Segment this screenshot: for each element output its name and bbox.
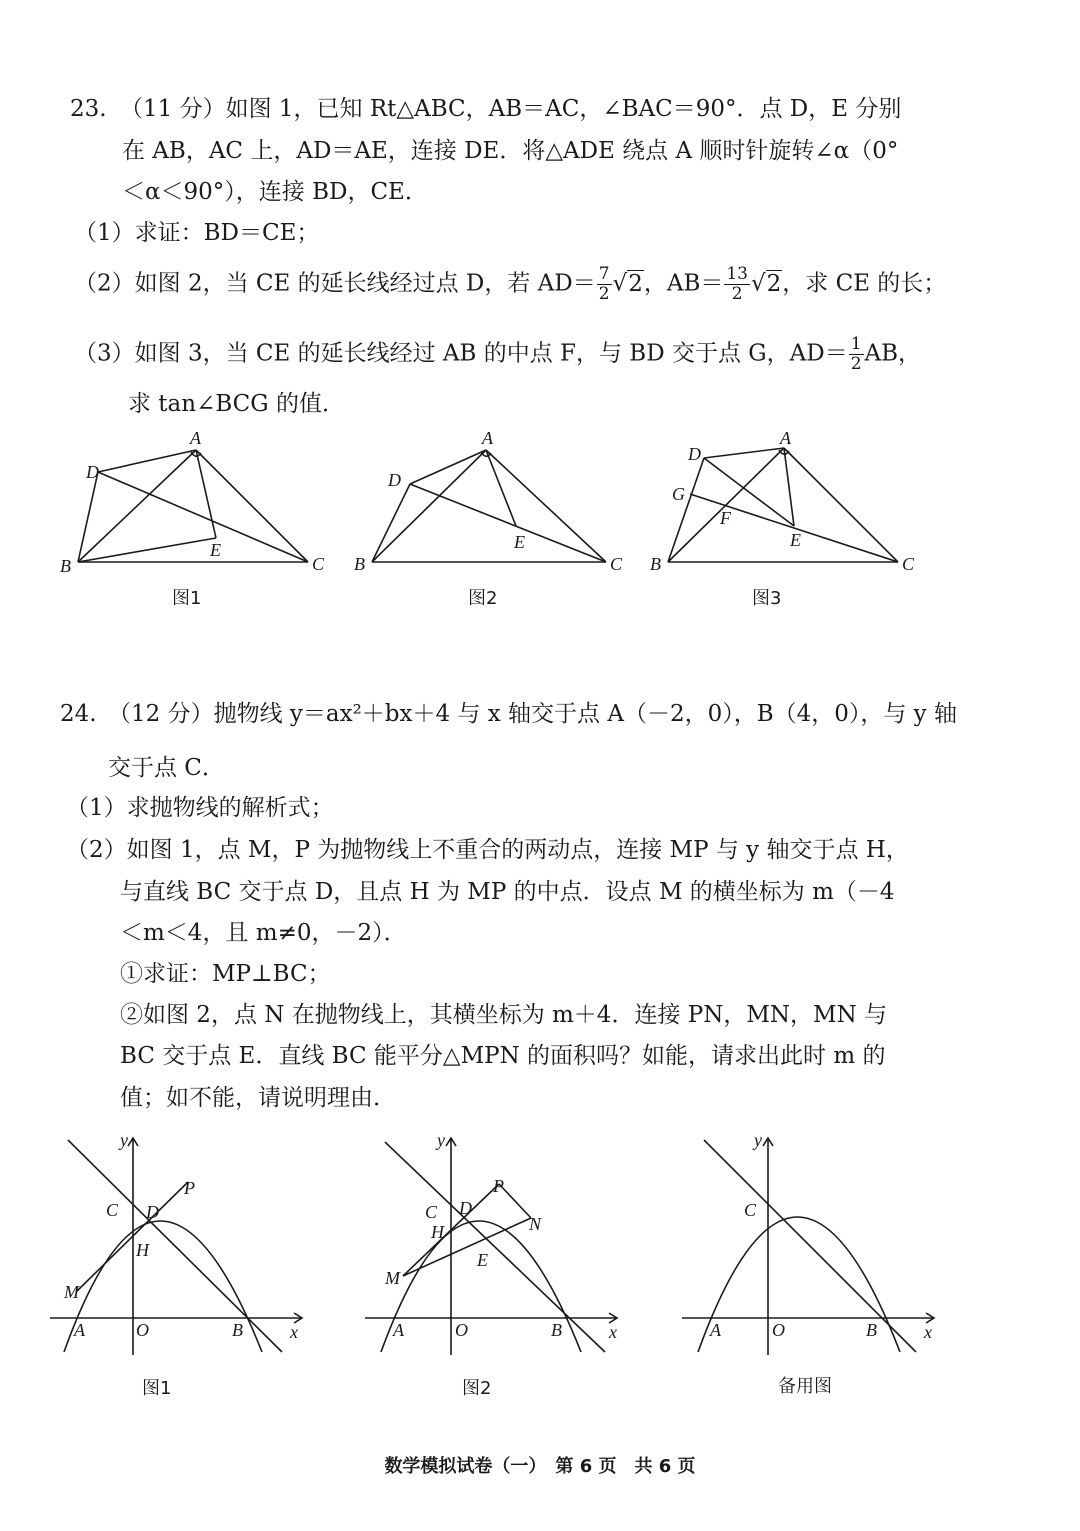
label-y: y: [120, 1130, 128, 1150]
q23-part2: （2）如图 2，当 CE 的延长线经过点 D，若 AD＝ $\frac{7}{2}$ √2，AB＝ $\frac{13}{2}$ √2，求 CE 的长；: [74, 264, 947, 304]
label-D: D: [146, 1202, 159, 1222]
q23-fig3-caption: 图3: [752, 588, 782, 609]
label-D: D: [388, 470, 401, 490]
label-E: E: [514, 532, 525, 552]
fraction-numerator: 7: [598, 264, 610, 284]
label-A: A: [393, 1320, 404, 1340]
label-M: M: [385, 1268, 400, 1288]
q23-part2-fraction-2: [724, 266, 750, 303]
q23-fig2-caption: 图2: [468, 588, 498, 609]
q23-part2-text-b: ，AB＝: [643, 270, 724, 297]
q23-part2-text-a: （2）如图 2，当 CE 的延长线经过点 D，若 AD＝: [74, 270, 596, 297]
label-N: N: [529, 1214, 542, 1234]
label-E: E: [477, 1250, 488, 1270]
label-C: C: [744, 1200, 757, 1220]
label-B: B: [60, 556, 71, 576]
q23-figure-3: [650, 420, 940, 590]
q23-part2-fraction-1: [597, 266, 612, 303]
label-P: P: [184, 1178, 195, 1198]
label-D: D: [688, 444, 701, 464]
q24-figure-1: [50, 1130, 310, 1360]
label-A: A: [74, 1320, 85, 1340]
q23-line3: ＜α＜90°），连接 BD，CE．: [122, 179, 428, 205]
fraction-numerator: 1: [850, 334, 862, 354]
label-y: y: [754, 1130, 762, 1150]
page-footer: 数学模拟试卷（一） 第 6 页 共 6 页: [384, 1456, 696, 1477]
q23-number: 23.: [70, 96, 107, 122]
q24-part2-line1: （2）如图 1，点 M，P 为抛物线上不重合的两动点，连接 MP 与 y 轴交于点 H，: [66, 837, 909, 863]
q24-fig1-caption: 图1: [142, 1378, 172, 1399]
label-B: B: [354, 554, 365, 574]
label-B: B: [650, 554, 661, 574]
label-H: H: [136, 1240, 149, 1260]
fraction-numerator: 13: [726, 264, 748, 284]
q24-number: 24.: [60, 701, 97, 727]
label-C: C: [425, 1202, 438, 1222]
q24-sub2-line2: BC 交于点 E．直线 BC 能平分△MPN 的面积吗？如能，请求出此时 m 的: [120, 1043, 886, 1069]
q23-part3-line2: 求 tan∠BCG 的值．: [128, 391, 345, 417]
label-P: P: [493, 1176, 504, 1196]
label-E: E: [210, 540, 221, 560]
label-D: D: [86, 462, 99, 482]
label-O: O: [136, 1320, 149, 1340]
q24-backup-caption: 备用图: [778, 1376, 832, 1397]
label-y: y: [437, 1130, 445, 1150]
label-A: A: [710, 1320, 721, 1340]
q23-line2: 在 AB，AC 上，AD＝AE，连接 DE．将△ADE 绕点 A 顺时针旋转∠α（0°: [122, 138, 899, 164]
q23-part2-text-c: ，求 CE 的长；: [782, 270, 947, 297]
fraction-denominator: 2: [850, 354, 862, 374]
label-G: G: [672, 484, 685, 504]
label-C: C: [902, 554, 915, 574]
q23-part3-fraction: [849, 336, 864, 373]
fraction-denominator: 2: [731, 284, 743, 304]
q23-figure-2: [350, 420, 640, 590]
label-C: C: [312, 554, 325, 574]
q24-part1: （1）求抛物线的解析式；: [66, 795, 334, 821]
fraction-denominator: 2: [598, 284, 610, 304]
label-C: C: [610, 554, 623, 574]
q23-part3: [74, 336, 921, 373]
label-A: A: [780, 428, 791, 448]
label-A: A: [482, 428, 493, 448]
label-x: x: [290, 1322, 298, 1342]
label-B: B: [551, 1320, 562, 1340]
q24-sub2-line1: ②如图 2，点 N 在抛物线上，其横坐标为 m＋4．连接 PN，MN，MN 与: [120, 1002, 888, 1028]
q24-line2: 交于点 C．: [108, 755, 225, 781]
label-x: x: [609, 1322, 617, 1342]
q23-part1: （1）求证：BD＝CE；: [74, 220, 320, 246]
q24-part2-line3: ＜m＜4，且 m≠0，－2）．: [120, 920, 407, 946]
label-A: A: [190, 428, 201, 448]
label-F: F: [720, 508, 731, 528]
label-O: O: [455, 1320, 468, 1340]
label-H: H: [431, 1222, 444, 1242]
q23-line1: （11 分）如图 1，已知 Rt△ABC，AB＝AC，∠BAC＝90°．点 D，E 分别: [120, 96, 902, 122]
label-D: D: [459, 1198, 472, 1218]
q24-fig2-caption: 图2: [462, 1378, 492, 1399]
q24-backup-figure: [682, 1130, 942, 1360]
q23-figure-1: [50, 420, 340, 590]
q23-part2-sqrt-2: 2: [766, 270, 782, 297]
label-O: O: [772, 1320, 785, 1340]
q24-sub2-line3: 值；如不能，请说明理由．: [120, 1085, 396, 1111]
q24-part2-line2: 与直线 BC 交于点 D，且点 H 为 MP 的中点．设点 M 的横坐标为 m（－4: [120, 879, 895, 905]
label-C: C: [106, 1200, 119, 1220]
q24-figure-2: [365, 1130, 625, 1360]
label-E: E: [790, 530, 801, 550]
label-B: B: [866, 1320, 877, 1340]
q23-fig1-caption: 图1: [172, 588, 202, 609]
q24-line1: （12 分）抛物线 y＝ax²＋bx＋4 与 x 轴交于点 A（－2，0），B（4，0），与 y 轴: [108, 701, 957, 727]
label-x: x: [924, 1322, 932, 1342]
q23-part3-text-b: AB，: [864, 340, 922, 367]
label-M: M: [64, 1282, 79, 1302]
q24-sub1: ①求证：MP⊥BC；: [120, 961, 331, 987]
q23-part2-sqrt-1: 2: [628, 270, 643, 297]
label-B: B: [232, 1320, 243, 1340]
q23-part3-text-a: （3）如图 3，当 CE 的延长线经过 AB 的中点 F，与 BD 交于点 G，AD＝: [74, 340, 848, 367]
